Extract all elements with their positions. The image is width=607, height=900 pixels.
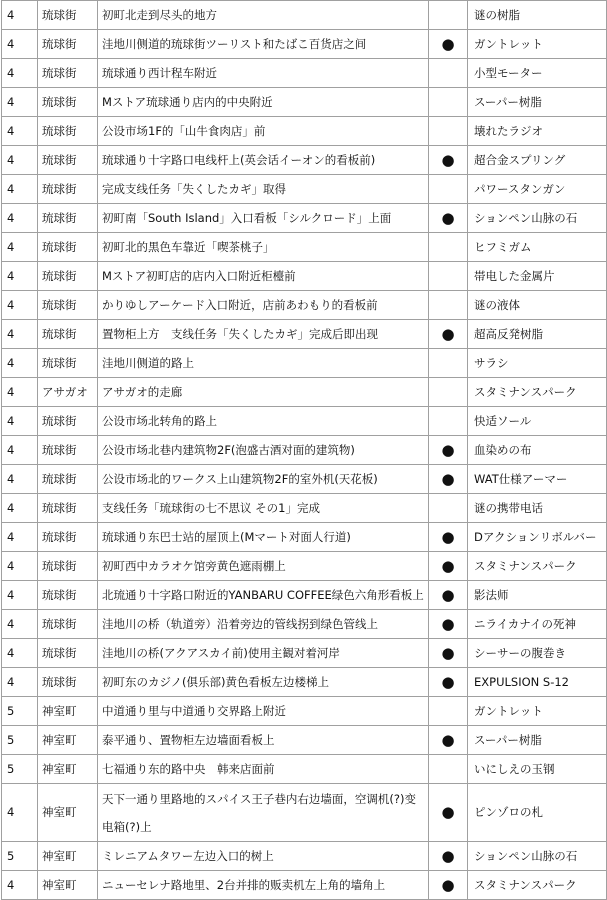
marker-cell — [429, 233, 468, 262]
rank-cell: 4 — [2, 784, 38, 842]
item-cell: ヒフミガム — [468, 233, 607, 262]
location-cell: ニューセレナ路地里、2台并排的贩卖机左上角的墙角上 — [98, 871, 429, 900]
rank-cell: 4 — [2, 523, 38, 552]
item-cell: 血染めの布 — [468, 436, 607, 465]
rank-cell: 4 — [2, 204, 38, 233]
item-cell: WAT仕様アーマー — [468, 465, 607, 494]
item-cell: ガントレット — [468, 697, 607, 726]
table-row — [2, 204, 607, 233]
marker-cell: ● — [429, 668, 468, 697]
table-row — [2, 726, 607, 755]
table-row — [2, 1, 607, 30]
rank-cell: 4 — [2, 291, 38, 320]
marker-cell — [429, 697, 468, 726]
item-cell: ションペン山脉の石 — [468, 842, 607, 871]
marker-cell: ● — [429, 581, 468, 610]
marker-cell — [429, 117, 468, 146]
table-row — [2, 407, 607, 436]
rank-cell: 4 — [2, 465, 38, 494]
rank-cell: 5 — [2, 755, 38, 784]
marker-cell — [429, 59, 468, 88]
location-cell: 初町南「South Island」入口看板「シルクロード」上面 — [98, 204, 429, 233]
rank-cell: 4 — [2, 349, 38, 378]
area-cell: 神室町 — [38, 871, 98, 900]
marker-cell: ● — [429, 552, 468, 581]
marker-cell: ● — [429, 436, 468, 465]
area-cell: アサガオ — [38, 378, 98, 407]
location-cell: 洼地川の桥(アクアスカイ前)使用主観对着河岸 — [98, 639, 429, 668]
marker-cell: ● — [429, 842, 468, 871]
rank-cell: 4 — [2, 30, 38, 59]
area-cell: 琉球街 — [38, 30, 98, 59]
area-cell: 琉球街 — [38, 175, 98, 204]
marker-cell: ● — [429, 639, 468, 668]
item-cell: シーサーの腹巻き — [468, 639, 607, 668]
marker-cell — [429, 291, 468, 320]
table-row — [2, 320, 607, 349]
item-cell: ガントレット — [468, 30, 607, 59]
rank-cell: 4 — [2, 88, 38, 117]
area-cell: 琉球街 — [38, 552, 98, 581]
table-row — [2, 436, 607, 465]
table-row — [2, 59, 607, 88]
area-cell: 神室町 — [38, 784, 98, 842]
item-cell: 帯电した金属片 — [468, 262, 607, 291]
table-row — [2, 146, 607, 175]
rank-cell: 4 — [2, 668, 38, 697]
location-cell: 北琉通り十字路口附近的YANBARU COFFEE绿色六角形看板上 — [98, 581, 429, 610]
location-cell: 公设市场北巷内建筑物2F(泡盛古酒对面的建筑物) — [98, 436, 429, 465]
table-row — [2, 871, 607, 900]
area-cell: 琉球街 — [38, 117, 98, 146]
location-cell: 初町西中カラオケ馆旁黄色遮雨棚上 — [98, 552, 429, 581]
area-cell: 琉球街 — [38, 436, 98, 465]
marker-cell: ● — [429, 146, 468, 175]
marker-cell — [429, 494, 468, 523]
location-cell: 公设市场1F的「山牛食肉店」前 — [98, 117, 429, 146]
location-cell: 洼地川侧道的路上 — [98, 349, 429, 378]
table-row — [2, 784, 607, 842]
marker-cell — [429, 88, 468, 117]
item-cell: 谜の树脂 — [468, 1, 607, 30]
marker-cell — [429, 175, 468, 204]
location-cell: 洼地川侧道的琉球街ツーリスト和たばこ百货店之间 — [98, 30, 429, 59]
area-cell: 琉球街 — [38, 465, 98, 494]
item-cell: EXPULSION S-12 — [468, 668, 607, 697]
item-cell: スタミナンスパーク — [468, 552, 607, 581]
location-cell: 中道通り里与中道通り交界路上附近 — [98, 697, 429, 726]
item-cell: スーパー树脂 — [468, 726, 607, 755]
item-cell: パワースタンガン — [468, 175, 607, 204]
area-cell: 琉球街 — [38, 88, 98, 117]
location-cell: アサガオ的走廊 — [98, 378, 429, 407]
area-cell: 琉球街 — [38, 610, 98, 639]
table-row — [2, 697, 607, 726]
rank-cell: 4 — [2, 378, 38, 407]
location-cell: 支线任务「琉球街の七不思议 その1」完成 — [98, 494, 429, 523]
area-cell: 琉球街 — [38, 581, 98, 610]
location-cell: 洼地川の桥（轨道旁）沿着旁边的管线拐到绿色管线上 — [98, 610, 429, 639]
item-cell: スタミナンスパーク — [468, 871, 607, 900]
area-cell: 神室町 — [38, 755, 98, 784]
marker-cell: ● — [429, 523, 468, 552]
area-cell: 神室町 — [38, 842, 98, 871]
location-cell: Mストア初町店的店内入口附近柜檯前 — [98, 262, 429, 291]
item-cell: 快适ソール — [468, 407, 607, 436]
rank-cell: 4 — [2, 407, 38, 436]
table-row — [2, 88, 607, 117]
table-row — [2, 552, 607, 581]
item-cell: 影法师 — [468, 581, 607, 610]
item-cell: いにしえの玉钢 — [468, 755, 607, 784]
location-cell: 天下一通り里路地的スパイス王子巷内右边墙面，空调机(?)变电箱(?)上 — [98, 784, 429, 842]
rank-cell: 4 — [2, 581, 38, 610]
area-cell: 神室町 — [38, 697, 98, 726]
marker-cell — [429, 378, 468, 407]
location-cell: 完成支线任务「失くしたカギ」取得 — [98, 175, 429, 204]
rank-cell: 5 — [2, 697, 38, 726]
area-cell: 琉球街 — [38, 204, 98, 233]
marker-cell: ● — [429, 465, 468, 494]
area-cell: 琉球街 — [38, 349, 98, 378]
rank-cell: 4 — [2, 175, 38, 204]
marker-cell — [429, 755, 468, 784]
item-cell: 壊れたラジオ — [468, 117, 607, 146]
item-cell: 超高反発树脂 — [468, 320, 607, 349]
location-cell: 公设市场北的ワークス上山建筑物2F的室外机(天花板) — [98, 465, 429, 494]
location-cell: かりゆしアーケード入口附近，店前あわもり的看板前 — [98, 291, 429, 320]
rank-cell: 4 — [2, 494, 38, 523]
rank-cell: 4 — [2, 436, 38, 465]
marker-cell: ● — [429, 784, 468, 842]
item-cell: スタミナンスパーク — [468, 378, 607, 407]
table-row — [2, 668, 607, 697]
table-row — [2, 30, 607, 59]
marker-cell: ● — [429, 30, 468, 59]
item-cell: Dアクションリボルバー — [468, 523, 607, 552]
table-row — [2, 465, 607, 494]
location-cell: 初町北的黒色车靠近「喫茶桃子」 — [98, 233, 429, 262]
area-cell: 神室町 — [38, 726, 98, 755]
location-cell: 公设市场北转角的路上 — [98, 407, 429, 436]
location-cell: 琉球通り十字路口电线杆上(英会话イーオン的看板前) — [98, 146, 429, 175]
table-row — [2, 755, 607, 784]
area-cell: 琉球街 — [38, 668, 98, 697]
marker-cell: ● — [429, 204, 468, 233]
marker-cell — [429, 407, 468, 436]
rank-cell: 4 — [2, 146, 38, 175]
table-row — [2, 233, 607, 262]
table-row — [2, 842, 607, 871]
area-cell: 琉球街 — [38, 407, 98, 436]
location-cell: 初町北走到尽头的地方 — [98, 1, 429, 30]
item-cell: ピンゾロの札 — [468, 784, 607, 842]
location-cell: 七福通り东的路中央 韩来店面前 — [98, 755, 429, 784]
item-cell: スーパー树脂 — [468, 88, 607, 117]
rank-cell: 4 — [2, 552, 38, 581]
marker-cell: ● — [429, 610, 468, 639]
rank-cell: 4 — [2, 320, 38, 349]
table-row — [2, 262, 607, 291]
area-cell: 琉球街 — [38, 146, 98, 175]
area-cell: 琉球街 — [38, 59, 98, 88]
item-cell: サラシ — [468, 349, 607, 378]
item-cell: 谜の液体 — [468, 291, 607, 320]
item-cell: 超合金スプリング — [468, 146, 607, 175]
area-cell: 琉球街 — [38, 523, 98, 552]
area-cell: 琉球街 — [38, 639, 98, 668]
rank-cell: 4 — [2, 59, 38, 88]
rank-cell: 4 — [2, 871, 38, 900]
area-cell: 琉球街 — [38, 291, 98, 320]
table-row — [2, 610, 607, 639]
marker-cell: ● — [429, 320, 468, 349]
rank-cell: 4 — [2, 639, 38, 668]
table-row — [2, 494, 607, 523]
rank-cell: 4 — [2, 1, 38, 30]
item-location-table — [1, 0, 607, 900]
table-row — [2, 349, 607, 378]
table-row — [2, 581, 607, 610]
marker-cell — [429, 1, 468, 30]
item-cell: ションペン山脉の石 — [468, 204, 607, 233]
location-cell: 琉球通り西计程车附近 — [98, 59, 429, 88]
rank-cell: 4 — [2, 233, 38, 262]
marker-cell — [429, 262, 468, 291]
item-cell: 小型モーター — [468, 59, 607, 88]
table-row — [2, 175, 607, 204]
location-cell: 琉球通り东巴士站的屋顶上(Mマート对面人行道) — [98, 523, 429, 552]
rank-cell: 5 — [2, 842, 38, 871]
marker-cell: ● — [429, 726, 468, 755]
location-cell: 初町东のカジノ(俱乐部)黄色看板左边楼梯上 — [98, 668, 429, 697]
rank-cell: 4 — [2, 117, 38, 146]
item-cell: ニライカナイの死神 — [468, 610, 607, 639]
location-cell: 泰平通り、置物柜左边墙面看板上 — [98, 726, 429, 755]
table-row — [2, 378, 607, 407]
location-cell: ミレニアムタワー左边入口的树上 — [98, 842, 429, 871]
table-row — [2, 291, 607, 320]
location-cell: 置物柜上方 支线任务「失くしたカギ」完成后即出现 — [98, 320, 429, 349]
area-cell: 琉球街 — [38, 262, 98, 291]
rank-cell: 4 — [2, 610, 38, 639]
rank-cell: 4 — [2, 262, 38, 291]
area-cell: 琉球街 — [38, 1, 98, 30]
table-row — [2, 117, 607, 146]
marker-cell: ● — [429, 871, 468, 900]
area-cell: 琉球街 — [38, 233, 98, 262]
area-cell: 琉球街 — [38, 320, 98, 349]
item-cell: 谜の携带电话 — [468, 494, 607, 523]
rank-cell: 5 — [2, 726, 38, 755]
table-row — [2, 523, 607, 552]
marker-cell — [429, 349, 468, 378]
area-cell: 琉球街 — [38, 494, 98, 523]
table-row — [2, 639, 607, 668]
location-cell: Mストア琉球通り店内的中央附近 — [98, 88, 429, 117]
